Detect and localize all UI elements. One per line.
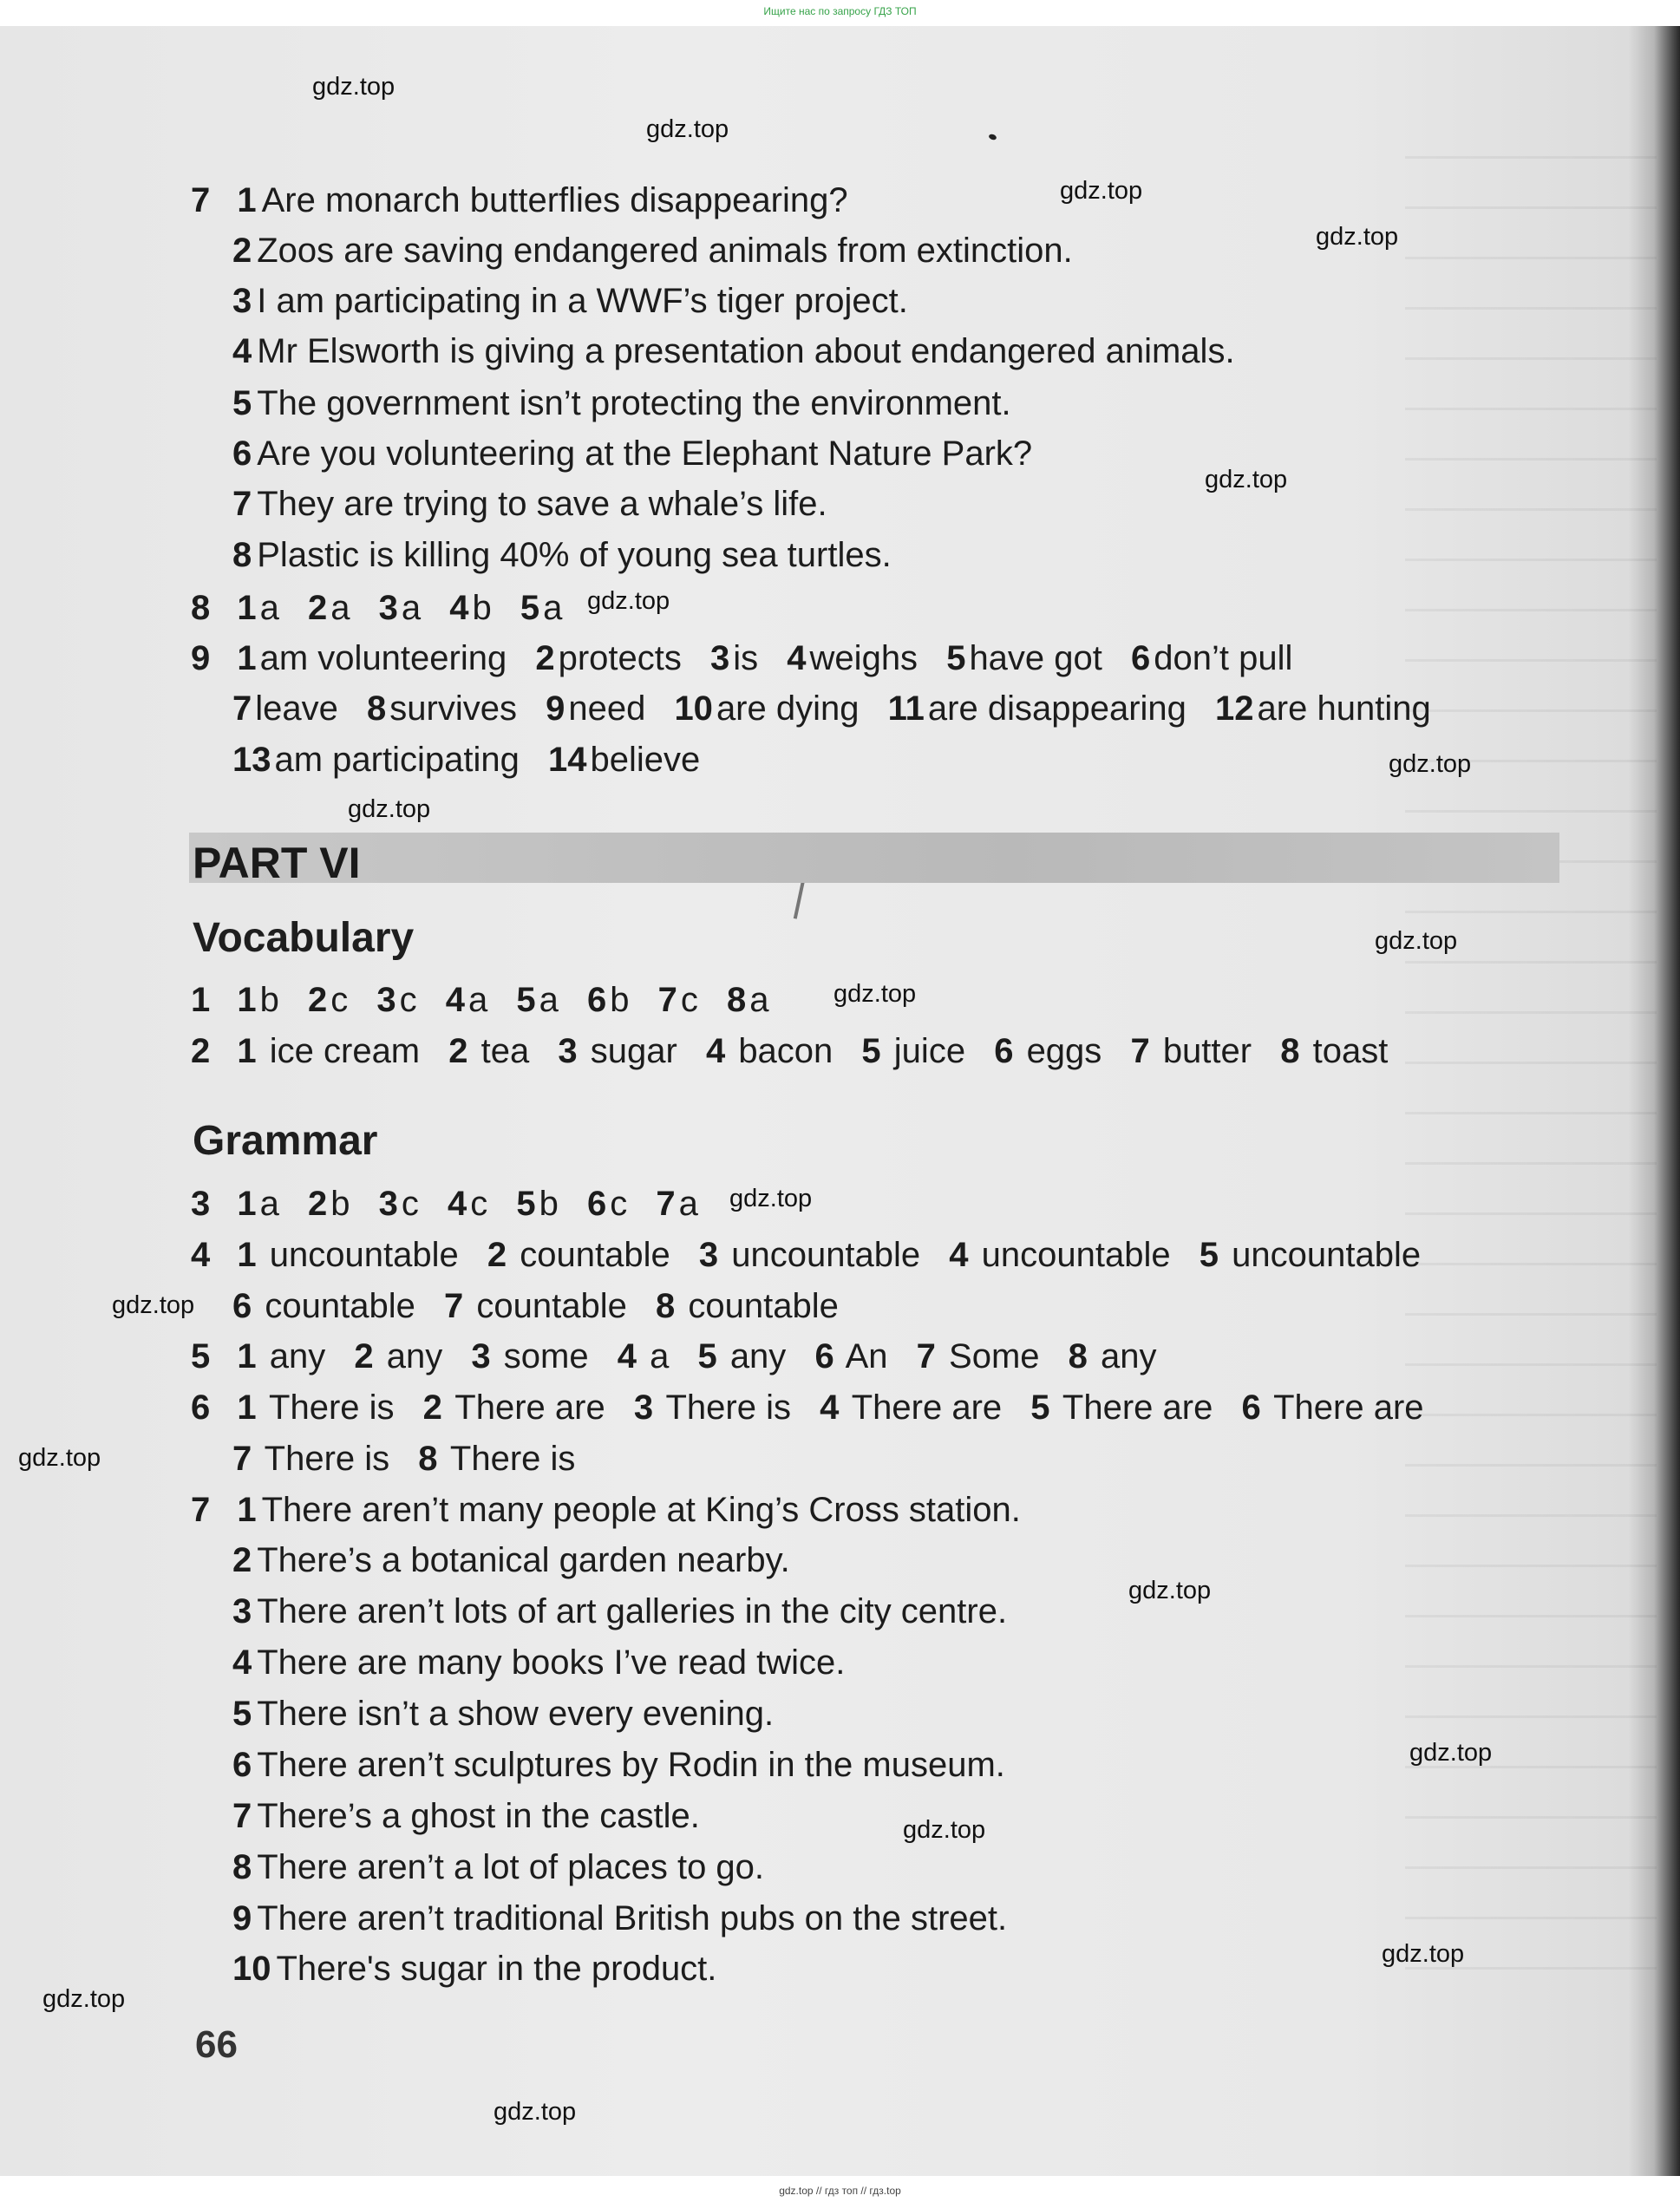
item-number: 3 xyxy=(698,1236,719,1274)
grammar-exercise-7-line-6 xyxy=(232,1745,1005,1785)
item-text: countable xyxy=(688,1287,839,1325)
item-number: 14 xyxy=(548,741,587,779)
item-text: a xyxy=(678,1185,698,1223)
item-number: 2 xyxy=(535,639,555,677)
exercise-7-line-3 xyxy=(232,281,908,321)
item-number: 8 xyxy=(1280,1032,1300,1070)
item-text: a xyxy=(259,589,279,627)
item-number: 1 xyxy=(237,181,257,219)
item-number: 2 xyxy=(308,589,328,627)
item-text: a xyxy=(650,1337,670,1375)
item-text: uncountable xyxy=(269,1236,459,1274)
bleed-through-text xyxy=(1405,156,1657,1977)
item-text: c xyxy=(330,981,349,1019)
watermark: gdz.top xyxy=(112,1291,195,1319)
item-number: 6 xyxy=(232,1287,252,1325)
item-text: juice xyxy=(893,1032,966,1070)
item-text: have got xyxy=(969,639,1102,677)
item-number: 4 xyxy=(787,639,807,677)
item-text: some xyxy=(503,1337,589,1375)
item-number: 8 xyxy=(1068,1337,1088,1375)
item-number: 2 xyxy=(487,1236,507,1274)
item-text: uncountable xyxy=(981,1236,1171,1274)
grammar-exercise-7-line-4 xyxy=(232,1643,845,1683)
item-number: 5 xyxy=(697,1337,717,1375)
exercise-9-line-3 xyxy=(232,740,719,780)
grammar-exercise-7-line-10 xyxy=(232,1949,716,1989)
item-text: Mr Elsworth is giving a presentation about endangered animals. xyxy=(257,332,1235,370)
item-text: There aren’t sculptures by Rodin in the museum. xyxy=(257,1746,1005,1784)
watermark: gdz.top xyxy=(312,73,395,101)
item-text: any xyxy=(729,1337,787,1375)
exercise-number: 7 xyxy=(191,1491,211,1529)
item-text: am volunteering xyxy=(259,639,507,677)
exercise-7-line-4 xyxy=(232,331,1235,371)
exercise-number: 9 xyxy=(191,639,211,677)
exercise-number: 2 xyxy=(191,1032,211,1070)
item-text: There are xyxy=(1273,1389,1424,1427)
item-number: 1 xyxy=(237,981,257,1019)
item-text: any xyxy=(1101,1337,1157,1375)
item-text: eggs xyxy=(1026,1032,1102,1070)
item-text: There aren’t traditional British pubs on the street. xyxy=(257,1899,1008,1937)
item-text: Some xyxy=(949,1337,1040,1375)
grammar-exercise-7-line-5 xyxy=(232,1694,774,1734)
item-number: 10 xyxy=(674,689,713,728)
item-number: 1 xyxy=(237,1389,257,1427)
item-number: 5 xyxy=(946,639,966,677)
item-number: 5 xyxy=(1199,1236,1219,1274)
item-number: 6 xyxy=(232,435,252,473)
exercise-9-line-2 xyxy=(232,689,1450,729)
watermark: gdz.top xyxy=(833,980,917,1008)
item-number: 13 xyxy=(232,741,271,779)
item-number: 7 xyxy=(232,689,252,728)
item-text: There are xyxy=(454,1389,605,1427)
item-text: b xyxy=(330,1185,350,1223)
item-number: 2 xyxy=(354,1337,374,1375)
grammar-exercise-4-line-1 xyxy=(191,1235,1440,1275)
item-text: protects xyxy=(558,639,682,677)
item-number: 4 xyxy=(232,1643,252,1682)
top-bar xyxy=(0,0,1680,26)
item-number: 7 xyxy=(916,1337,936,1375)
grammar-exercise-7-line-9 xyxy=(232,1898,1007,1938)
item-number: 1 xyxy=(237,1032,257,1070)
item-number: 7 xyxy=(1130,1032,1150,1070)
item-text: a xyxy=(468,981,488,1019)
item-number: 3 xyxy=(232,1592,252,1630)
item-number: 5 xyxy=(1030,1389,1050,1427)
watermark: gdz.top xyxy=(587,587,670,615)
item-number: 10 xyxy=(232,1950,271,1988)
item-number: 4 xyxy=(949,1236,969,1274)
item-number: 3 xyxy=(558,1032,578,1070)
item-number: 7 xyxy=(232,1797,252,1835)
item-number: 1 xyxy=(237,589,257,627)
item-number: 3 xyxy=(232,282,252,320)
item-number: 2 xyxy=(422,1389,442,1427)
watermark: gdz.top xyxy=(1205,466,1288,493)
item-text: a xyxy=(259,1185,279,1223)
item-number: 5 xyxy=(232,384,252,422)
item-text: There aren’t lots of art galleries in the city centre. xyxy=(257,1592,1008,1630)
exercise-8-line xyxy=(191,588,581,628)
item-number: 3 xyxy=(633,1389,654,1427)
page-number: 66 xyxy=(195,2023,238,2066)
item-number: 7 xyxy=(443,1287,464,1325)
item-number: 6 xyxy=(814,1337,834,1375)
item-text: don’t pull xyxy=(1154,639,1293,677)
exercise-number: 3 xyxy=(191,1185,211,1223)
item-number: 5 xyxy=(516,1185,536,1223)
watermark: gdz.top xyxy=(903,1816,986,1844)
item-text: b xyxy=(472,589,492,627)
item-text: any xyxy=(269,1337,326,1375)
item-text: any xyxy=(386,1337,443,1375)
grammar-exercise-3 xyxy=(191,1184,717,1224)
item-text: countable xyxy=(265,1287,415,1325)
exercise-7-line-1 xyxy=(191,180,848,220)
exercise-7-line-6 xyxy=(232,434,1032,474)
item-number: 6 xyxy=(587,981,607,1019)
item-number: 8 xyxy=(232,536,252,574)
book-binding-shadow xyxy=(1628,26,1680,2177)
vocabulary-heading: Vocabulary xyxy=(193,915,415,961)
item-text: There is xyxy=(449,1440,576,1478)
item-text: There aren’t a lot of places to go. xyxy=(257,1848,765,1886)
item-number: 4 xyxy=(705,1032,726,1070)
item-number: 5 xyxy=(516,981,536,1019)
item-number: 1 xyxy=(237,1491,257,1529)
part-heading-bar xyxy=(189,833,1559,883)
item-number: 6 xyxy=(1131,639,1151,677)
item-text: There isn’t a show every evening. xyxy=(257,1695,775,1733)
watermark: gdz.top xyxy=(18,1444,101,1472)
exercise-number: 6 xyxy=(191,1389,211,1427)
exercise-7-line-2 xyxy=(232,231,1073,271)
item-number: 5 xyxy=(861,1032,881,1070)
item-text: a xyxy=(543,589,563,627)
watermark: gdz.top xyxy=(646,115,729,143)
item-number: 8 xyxy=(232,1848,252,1886)
grammar-exercise-5 xyxy=(191,1336,1176,1376)
item-number: 1 xyxy=(237,1337,257,1375)
item-text: a xyxy=(330,589,350,627)
vocabulary-exercise-2 xyxy=(191,1031,1407,1071)
item-number: 4 xyxy=(617,1337,637,1375)
exercise-number: 8 xyxy=(191,589,211,627)
item-number: 6 xyxy=(994,1032,1014,1070)
item-text: sugar xyxy=(590,1032,677,1070)
part-title: PART VI xyxy=(193,839,361,887)
item-text: a xyxy=(749,981,769,1019)
item-text: need xyxy=(568,689,646,728)
item-text: There’s a botanical garden nearby. xyxy=(257,1541,790,1579)
watermark: gdz.top xyxy=(42,1985,126,2013)
item-text: They are trying to save a whale’s life. xyxy=(257,485,827,523)
item-text: There is xyxy=(264,1440,390,1478)
grammar-exercise-4-line-2 xyxy=(232,1286,858,1326)
item-number: 1 xyxy=(237,639,257,677)
item-number: 4 xyxy=(448,1185,467,1223)
item-number: 2 xyxy=(232,1541,252,1579)
item-text: b xyxy=(610,981,630,1019)
item-text: c xyxy=(610,1185,628,1223)
item-number: 3 xyxy=(378,589,398,627)
item-text: c xyxy=(401,1185,419,1223)
item-text: tea xyxy=(480,1032,530,1070)
exercise-number: 7 xyxy=(191,181,211,219)
item-text: survives xyxy=(389,689,517,728)
grammar-exercise-7-line-7 xyxy=(232,1796,700,1836)
item-text: There's sugar in the product. xyxy=(276,1950,717,1988)
item-number: 6 xyxy=(1241,1389,1261,1427)
item-number: 2 xyxy=(448,1032,468,1070)
item-text: is xyxy=(733,639,759,677)
item-number: 1 xyxy=(237,1236,257,1274)
item-text: believe xyxy=(590,741,701,779)
item-text: uncountable xyxy=(1232,1236,1422,1274)
item-number: 3 xyxy=(471,1337,491,1375)
item-number: 7 xyxy=(657,981,677,1019)
item-text: I am participating in a WWF’s tiger project. xyxy=(257,282,908,320)
item-text: are hunting xyxy=(1257,689,1431,728)
item-number: 12 xyxy=(1215,689,1254,728)
item-number: 3 xyxy=(376,981,396,1019)
item-text: There are xyxy=(851,1389,1003,1427)
item-text: Plastic is killing 40% of young sea turtles. xyxy=(257,536,892,574)
item-text: a xyxy=(539,981,559,1019)
vocabulary-exercise-1 xyxy=(191,980,788,1020)
exercise-7-line-7 xyxy=(232,484,827,524)
watermark: gdz.top xyxy=(729,1185,813,1212)
item-number: 5 xyxy=(232,1695,252,1733)
item-text: There’s a ghost in the castle. xyxy=(257,1797,700,1835)
grammar-exercise-6-line-2 xyxy=(232,1439,594,1479)
item-text: b xyxy=(539,1185,559,1223)
item-text: Are you volunteering at the Elephant Nature Park? xyxy=(257,435,1033,473)
item-text: butter xyxy=(1162,1032,1252,1070)
item-text: a xyxy=(401,589,422,627)
item-text: ice cream xyxy=(269,1032,421,1070)
watermark: gdz.top xyxy=(1128,1577,1212,1604)
item-number: 7 xyxy=(232,485,252,523)
item-number: 9 xyxy=(232,1899,252,1937)
item-number: 4 xyxy=(820,1389,840,1427)
item-number: 4 xyxy=(449,589,469,627)
top-note: Ищите нас по запросу ГДЗ ТОП xyxy=(763,5,917,17)
item-text: There is xyxy=(665,1389,791,1427)
item-number: 9 xyxy=(546,689,565,728)
item-number: 1 xyxy=(237,1185,257,1223)
item-text: An xyxy=(845,1337,888,1375)
watermark: gdz.top xyxy=(1316,223,1399,251)
item-text: leave xyxy=(255,689,338,728)
item-number: 3 xyxy=(710,639,730,677)
exercise-7-line-8 xyxy=(232,535,892,575)
bottom-note: gdz.top // гдз топ // гдз.top xyxy=(779,2185,901,2197)
exercise-number: 4 xyxy=(191,1236,211,1274)
item-text: weighs xyxy=(809,639,918,677)
exercise-7-line-5 xyxy=(232,383,1011,423)
watermark: gdz.top xyxy=(494,2098,577,2126)
item-text: b xyxy=(259,981,279,1019)
item-text: toast xyxy=(1312,1032,1389,1070)
item-text: There is xyxy=(269,1389,395,1427)
item-number: 7 xyxy=(232,1440,252,1478)
item-number: 2 xyxy=(308,981,328,1019)
grammar-exercise-7-line-3 xyxy=(232,1591,1007,1631)
item-text: Are monarch butterflies disappearing? xyxy=(261,181,848,219)
item-number: 3 xyxy=(378,1185,398,1223)
exercise-number: 5 xyxy=(191,1337,211,1375)
item-number: 8 xyxy=(727,981,747,1019)
bottom-bar xyxy=(0,2176,1680,2202)
item-number: 4 xyxy=(445,981,465,1019)
item-number: 6 xyxy=(587,1185,607,1223)
item-number: 7 xyxy=(656,1185,676,1223)
watermark: gdz.top xyxy=(348,795,431,823)
item-text: are disappearing xyxy=(927,689,1186,728)
watermark: gdz.top xyxy=(1375,927,1458,955)
watermark: gdz.top xyxy=(1409,1739,1493,1767)
item-number: 5 xyxy=(520,589,540,627)
item-text: are dying xyxy=(716,689,860,728)
item-text: c xyxy=(470,1185,488,1223)
item-number: 8 xyxy=(655,1287,676,1325)
item-number: 2 xyxy=(232,232,252,270)
item-text: uncountable xyxy=(731,1236,921,1274)
item-text: c xyxy=(399,981,417,1019)
watermark: gdz.top xyxy=(1060,177,1143,205)
item-number: 4 xyxy=(232,332,252,370)
grammar-exercise-6-line-1 xyxy=(191,1388,1443,1428)
item-text: c xyxy=(680,981,698,1019)
item-number: 2 xyxy=(308,1185,328,1223)
watermark: gdz.top xyxy=(1389,750,1472,778)
exercise-number: 1 xyxy=(191,981,211,1019)
item-text: There are many books I’ve read twice. xyxy=(257,1643,846,1682)
item-text: countable xyxy=(520,1236,670,1274)
item-number: 11 xyxy=(887,689,925,728)
grammar-heading: Grammar xyxy=(193,1118,378,1164)
item-text: There aren’t many people at King’s Cross station. xyxy=(261,1491,1021,1529)
item-text: bacon xyxy=(738,1032,833,1070)
item-text: Zoos are saving endangered animals from extinction. xyxy=(257,232,1073,270)
item-text: There are xyxy=(1062,1389,1213,1427)
item-number: 8 xyxy=(418,1440,438,1478)
grammar-exercise-7-line-2 xyxy=(232,1540,790,1580)
item-number: 6 xyxy=(232,1746,252,1784)
item-text: am participating xyxy=(274,741,520,779)
grammar-exercise-7-line-8 xyxy=(232,1847,764,1887)
grammar-exercise-7-line-1 xyxy=(191,1490,1021,1530)
exercise-9-line-1 xyxy=(191,638,1311,678)
item-text: countable xyxy=(476,1287,627,1325)
watermark: gdz.top xyxy=(1382,1940,1465,1968)
item-number: 8 xyxy=(367,689,387,728)
item-text: The government isn’t protecting the environment. xyxy=(257,384,1011,422)
